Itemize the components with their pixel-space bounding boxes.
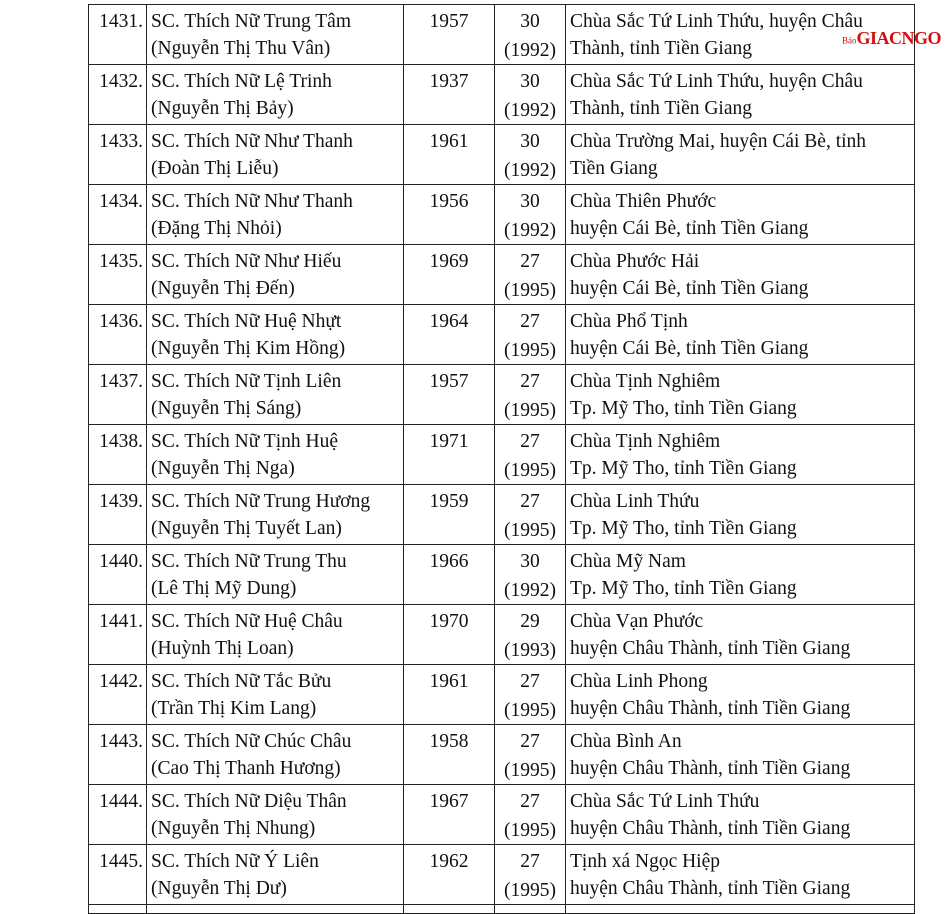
entry-number: 1436. — [99, 311, 143, 332]
name-cell — [147, 545, 404, 605]
religious-name: SC. Thích Nữ Trung Hương — [151, 491, 371, 512]
birth-year-cell — [404, 725, 495, 785]
table-row — [89, 125, 915, 185]
empty-cell — [566, 905, 915, 914]
ordination-year: (1992) — [504, 40, 556, 61]
name-cell — [147, 485, 404, 545]
entry-number-cell — [89, 365, 147, 425]
residence-line-1: Chùa Sắc Tứ Linh Thứu, huyện Châu — [570, 11, 863, 32]
residence-cell — [566, 845, 915, 905]
secular-name: (Nguyễn Thị Bảy) — [151, 98, 294, 119]
table-row — [89, 365, 915, 425]
entry-number: 1431. — [99, 11, 143, 32]
table-row — [89, 185, 915, 245]
secular-name: (Nguyễn Thị Thu Vân) — [151, 38, 331, 59]
birth-year: 1937 — [429, 71, 469, 92]
residence-cell — [566, 545, 915, 605]
name-cell — [147, 185, 404, 245]
entry-number: 1439. — [99, 491, 143, 512]
residence-line-2: huyện Châu Thành, tỉnh Tiền Giang — [570, 638, 851, 659]
birth-year-cell — [404, 785, 495, 845]
table-row — [89, 545, 915, 605]
ordination-age: 27 — [520, 311, 540, 332]
birth-year-cell — [404, 545, 495, 605]
residence-cell — [566, 425, 915, 485]
entry-number-cell — [89, 785, 147, 845]
watermark-prefix: Báo — [842, 35, 857, 46]
entry-number-cell — [89, 305, 147, 365]
name-cell — [147, 125, 404, 185]
residence-line-2: huyện Châu Thành, tỉnh Tiền Giang — [570, 878, 851, 899]
ordination-age: 27 — [520, 791, 540, 812]
empty-cell — [404, 905, 495, 914]
residence-line-2: huyện Châu Thành, tỉnh Tiền Giang — [570, 758, 851, 779]
residence-line-1: Chùa Linh Thứu — [570, 491, 700, 512]
name-cell — [147, 605, 404, 665]
ordination-age: 30 — [520, 551, 540, 572]
secular-name: (Nguyễn Thị Nga) — [151, 458, 295, 479]
ordination-year: (1992) — [504, 580, 556, 601]
entry-number: 1432. — [99, 71, 143, 92]
ordination-year: (1995) — [504, 880, 556, 901]
table-row — [89, 305, 915, 365]
entry-number: 1441. — [99, 611, 143, 632]
residence-cell — [566, 485, 915, 545]
ordination-cell — [495, 425, 566, 485]
ordination-age: 30 — [520, 131, 540, 152]
religious-name: SC. Thích Nữ Diệu Thân — [151, 791, 347, 812]
entry-number-cell — [89, 185, 147, 245]
entry-number: 1444. — [99, 791, 143, 812]
ordination-age: 27 — [520, 431, 540, 452]
ordination-cell — [495, 365, 566, 425]
religious-name: SC. Thích Nữ Tịnh Liên — [151, 371, 342, 392]
residence-cell — [566, 725, 915, 785]
birth-year: 1970 — [429, 611, 469, 632]
birth-year: 1967 — [429, 791, 469, 812]
name-cell — [147, 65, 404, 125]
residence-line-2: Thành, tỉnh Tiền Giang — [570, 98, 753, 119]
birth-year-cell — [404, 245, 495, 305]
ordination-year: (1995) — [504, 520, 556, 541]
ordination-year: (1992) — [504, 220, 556, 241]
residence-line-2: Tp. Mỹ Tho, tỉnh Tiền Giang — [570, 578, 797, 599]
birth-year: 1964 — [429, 311, 469, 332]
residence-line-1: Tịnh xá Ngọc Hiệp — [570, 851, 721, 872]
entry-number-cell — [89, 605, 147, 665]
name-cell — [147, 365, 404, 425]
residence-line-1: Chùa Trường Mai, huyện Cái Bè, tỉnh — [570, 131, 867, 152]
empty-cell — [495, 905, 566, 914]
secular-name: (Huỳnh Thị Loan) — [151, 638, 294, 659]
residence-line-2: Tp. Mỹ Tho, tỉnh Tiền Giang — [570, 458, 797, 479]
residence-line-1: Chùa Phổ Tịnh — [570, 311, 688, 332]
entry-number-cell — [89, 65, 147, 125]
residence-line-1: Chùa Bình An — [570, 731, 682, 752]
ordination-age: 29 — [520, 611, 540, 632]
residence-line-2: Tp. Mỹ Tho, tỉnh Tiền Giang — [570, 398, 797, 419]
table-row-partial — [89, 905, 915, 914]
entry-number-cell — [89, 485, 147, 545]
religious-name: SC. Thích Nữ Như Thanh — [151, 191, 353, 212]
religious-name: SC. Thích Nữ Trung Thu — [151, 551, 347, 572]
residence-line-2: Thành, tỉnh Tiền Giang — [570, 38, 753, 59]
religious-name: SC. Thích Nữ Như Hiếu — [151, 251, 342, 272]
residence-line-1: Chùa Linh Phong — [570, 671, 708, 692]
table-row — [89, 65, 915, 125]
religious-name: SC. Thích Nữ Như Thanh — [151, 131, 353, 152]
residence-line-2: huyện Châu Thành, tỉnh Tiền Giang — [570, 818, 851, 839]
entry-number-cell — [89, 5, 147, 65]
residence-line-2: Tiền Giang — [570, 158, 658, 179]
table-row — [89, 5, 915, 65]
residence-line-2: huyện Cái Bè, tỉnh Tiền Giang — [570, 278, 809, 299]
birth-year-cell — [404, 185, 495, 245]
entry-number: 1435. — [99, 251, 143, 272]
residence-line-1: Chùa Tịnh Nghiêm — [570, 431, 721, 452]
ordination-age: 30 — [520, 71, 540, 92]
religious-name: SC. Thích Nữ Tắc Bửu — [151, 671, 332, 692]
ordination-cell — [495, 605, 566, 665]
religious-name: SC. Thích Nữ Ý Liên — [151, 851, 319, 872]
secular-name: (Đặng Thị Nhỏi) — [151, 218, 282, 239]
entry-number: 1440. — [99, 551, 143, 572]
religious-name: SC. Thích Nữ Huệ Châu — [151, 611, 343, 632]
birth-year-cell — [404, 305, 495, 365]
entry-number-cell — [89, 845, 147, 905]
ordination-year: (1992) — [504, 160, 556, 181]
ordination-cell — [495, 545, 566, 605]
residence-line-2: huyện Cái Bè, tỉnh Tiền Giang — [570, 338, 809, 359]
entry-number: 1442. — [99, 671, 143, 692]
entry-number-cell — [89, 725, 147, 785]
residence-line-1: Chùa Tịnh Nghiêm — [570, 371, 721, 392]
secular-name: (Nguyễn Thị Tuyết Lan) — [151, 518, 342, 539]
religious-name: SC. Thích Nữ Tịnh Huệ — [151, 431, 338, 452]
ordination-cell — [495, 245, 566, 305]
table-row — [89, 245, 915, 305]
birth-year: 1961 — [429, 131, 469, 152]
nun-list-table — [88, 4, 915, 914]
ordination-cell — [495, 65, 566, 125]
ordination-year: (1992) — [504, 100, 556, 121]
entry-number-cell — [89, 245, 147, 305]
birth-year-cell — [404, 125, 495, 185]
secular-name: (Nguyễn Thị Kim Hồng) — [151, 338, 346, 359]
birth-year: 1958 — [429, 731, 469, 752]
name-cell — [147, 785, 404, 845]
ordination-year: (1995) — [504, 460, 556, 481]
birth-year-cell — [404, 65, 495, 125]
ordination-cell — [495, 185, 566, 245]
ordination-year: (1995) — [504, 400, 556, 421]
table-body — [89, 5, 915, 914]
entry-number: 1445. — [99, 851, 143, 872]
giacngo-watermark-logo — [842, 28, 941, 49]
secular-name: (Nguyễn Thị Nhung) — [151, 818, 316, 839]
residence-line-1: Chùa Mỹ Nam — [570, 551, 686, 572]
residence-cell — [566, 365, 915, 425]
residence-cell — [566, 785, 915, 845]
birth-year-cell — [404, 485, 495, 545]
empty-cell — [147, 905, 404, 914]
birth-year: 1959 — [429, 491, 469, 512]
ordination-year: (1995) — [504, 280, 556, 301]
birth-year: 1962 — [429, 851, 469, 872]
birth-year-cell — [404, 665, 495, 725]
secular-name: (Nguyễn Thị Sáng) — [151, 398, 302, 419]
name-cell — [147, 305, 404, 365]
birth-year: 1971 — [429, 431, 469, 452]
residence-cell — [566, 245, 915, 305]
religious-name: SC. Thích Nữ Chúc Châu — [151, 731, 352, 752]
ordination-age: 27 — [520, 731, 540, 752]
table-row — [89, 785, 915, 845]
birth-year: 1956 — [429, 191, 469, 212]
residence-cell — [566, 605, 915, 665]
name-cell — [147, 245, 404, 305]
ordination-cell — [495, 665, 566, 725]
table-row — [89, 845, 915, 905]
birth-year: 1969 — [429, 251, 469, 272]
residence-line-2: Tp. Mỹ Tho, tỉnh Tiền Giang — [570, 518, 797, 539]
ordination-cell — [495, 5, 566, 65]
residence-cell — [566, 665, 915, 725]
birth-year: 1966 — [429, 551, 469, 572]
name-cell — [147, 845, 404, 905]
residence-line-2: huyện Cái Bè, tỉnh Tiền Giang — [570, 218, 809, 239]
entry-number-cell — [89, 545, 147, 605]
residence-line-1: Chùa Phước Hải — [570, 251, 700, 272]
birth-year-cell — [404, 5, 495, 65]
entry-number-cell — [89, 425, 147, 485]
name-cell — [147, 725, 404, 785]
table-row — [89, 485, 915, 545]
religious-name: SC. Thích Nữ Trung Tâm — [151, 11, 352, 32]
birth-year: 1961 — [429, 671, 469, 692]
entry-number: 1437. — [99, 371, 143, 392]
entry-number: 1443. — [99, 731, 143, 752]
birth-year-cell — [404, 425, 495, 485]
entry-number-cell — [89, 665, 147, 725]
ordination-age: 30 — [520, 11, 540, 32]
residence-line-1: Chùa Thiên Phước — [570, 191, 717, 212]
table-row — [89, 605, 915, 665]
ordination-cell — [495, 485, 566, 545]
empty-cell — [89, 905, 147, 914]
table-row — [89, 425, 915, 485]
residence-cell — [566, 305, 915, 365]
ordination-cell — [495, 305, 566, 365]
table-row — [89, 665, 915, 725]
ordination-cell — [495, 125, 566, 185]
ordination-year: (1995) — [504, 340, 556, 361]
name-cell — [147, 665, 404, 725]
secular-name: (Nguyễn Thị Dư) — [151, 878, 287, 899]
birth-year: 1957 — [429, 11, 469, 32]
birth-year-cell — [404, 365, 495, 425]
ordination-age: 30 — [520, 191, 540, 212]
ordination-cell — [495, 725, 566, 785]
entry-number-cell — [89, 125, 147, 185]
ordination-year: (1993) — [504, 640, 556, 661]
residence-cell — [566, 185, 915, 245]
birth-year-cell — [404, 845, 495, 905]
ordination-age: 27 — [520, 251, 540, 272]
ordination-age: 27 — [520, 491, 540, 512]
name-cell — [147, 425, 404, 485]
residence-line-1: Chùa Vạn Phước — [570, 611, 704, 632]
entry-number: 1438. — [99, 431, 143, 452]
birth-year-cell — [404, 605, 495, 665]
ordination-year: (1995) — [504, 820, 556, 841]
watermark-name: GIACNGO — [856, 28, 942, 48]
residence-cell — [566, 125, 915, 185]
residence-line-1: Chùa Sắc Tứ Linh Thứu, huyện Châu — [570, 71, 863, 92]
religious-name: SC. Thích Nữ Huệ Nhựt — [151, 311, 342, 332]
secular-name: (Cao Thị Thanh Hương) — [151, 758, 341, 779]
ordination-age: 27 — [520, 371, 540, 392]
ordination-cell — [495, 845, 566, 905]
ordination-age: 27 — [520, 671, 540, 692]
entry-number: 1434. — [99, 191, 143, 212]
religious-name: SC. Thích Nữ Lệ Trinh — [151, 71, 332, 92]
secular-name: (Nguyễn Thị Đến) — [151, 278, 295, 299]
table-row — [89, 725, 915, 785]
secular-name: (Đoàn Thị Liễu) — [151, 158, 279, 179]
residence-line-2: huyện Châu Thành, tỉnh Tiền Giang — [570, 698, 851, 719]
ordination-cell — [495, 785, 566, 845]
secular-name: (Trần Thị Kim Lang) — [151, 698, 317, 719]
entry-number: 1433. — [99, 131, 143, 152]
secular-name: (Lê Thị Mỹ Dung) — [151, 578, 297, 599]
birth-year: 1957 — [429, 371, 469, 392]
name-cell — [147, 5, 404, 65]
ordination-age: 27 — [520, 851, 540, 872]
ordination-year: (1995) — [504, 760, 556, 781]
ordination-year: (1995) — [504, 700, 556, 721]
residence-cell — [566, 65, 915, 125]
residence-line-1: Chùa Sắc Tứ Linh Thứu — [570, 791, 760, 812]
